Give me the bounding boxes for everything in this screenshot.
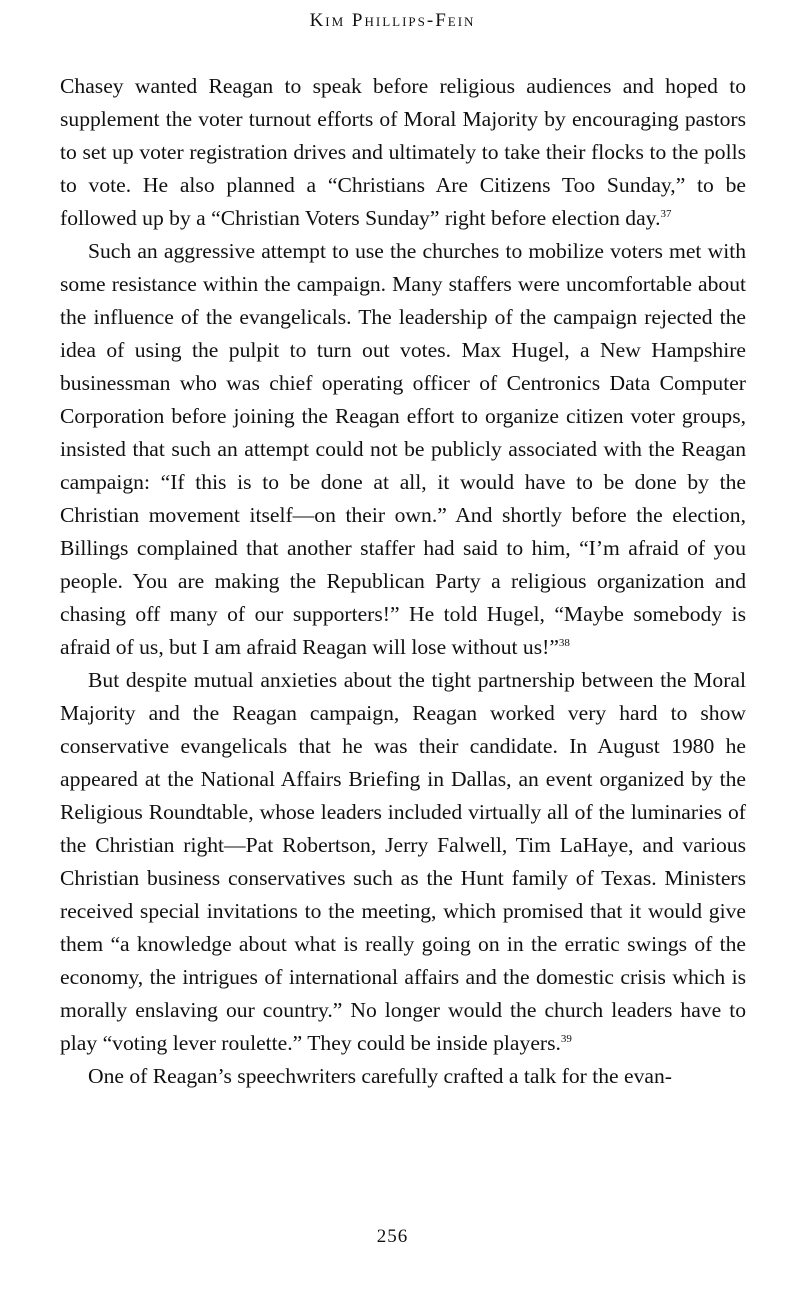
page-number: 256 xyxy=(376,1226,409,1247)
footnote-ref-38: 38 xyxy=(558,637,570,649)
paragraph-1 xyxy=(60,70,746,235)
paragraph-text: Such an aggressive attempt to use the churches to mobilize voters met with some resistance within the campaign. Many staffers were uncomfortable about the influence of the evangelicals. The leadership of the campaign rejected the idea of using the pulpit to turn out votes. Max Hugel, a New Hampshire businessman who was chief operating officer of Centronics Data Computer Corporation before joining the Reagan effort to organize citizen voter groups, insisted that such an attempt could not be publicly associated with the Reagan campaign: “If this is to be done at all, it would have to be done by the Christian movement itself—on their own.” And shortly before the election, Billings complained that another staffer had said to him, “I’m afraid of you people. You are making the Republican Party a religious organization and chasing off many of our supporters!” He told Hugel, “Maybe somebody is afraid of us, but I am afraid Reagan will lose without us!” xyxy=(60,239,746,659)
footnote-ref-39: 39 xyxy=(560,1033,572,1045)
footnote-ref-37: 37 xyxy=(660,208,672,220)
paragraph-text: One of Reagan’s speechwriters carefully crafted a talk for the evan- xyxy=(88,1064,672,1088)
paragraph-4 xyxy=(60,1060,746,1093)
body-text xyxy=(60,70,746,1093)
paragraph-text: Chasey wanted Reagan to speak before religious audiences and hoped to supplement the voter turnout efforts of Moral Majority by encouraging pastors to set up voter registration drives and ultimately to take their flocks to the polls to vote. He also planned a “Christians Are Citizens Too Sunday,” to be followed up by a “Christian Voters Sunday” right before election day. xyxy=(60,74,746,230)
running-head: Kim Phillips-Fein xyxy=(309,10,476,31)
paragraph-2 xyxy=(60,235,746,664)
paragraph-text: But despite mutual anxieties about the tight partnership between the Moral Majority and the Reagan campaign, Reagan worked very hard to show conservative evangelicals that he was their candidate. In August 1980 he appeared at the National Affairs Briefing in Dallas, an event organized by the Religious Roundtable, whose leaders included virtually all of the luminaries of the Christian right—Pat Robertson, Jerry Falwell, Tim LaHaye, and various Christian business conservatives such as the Hunt family of Texas. Ministers received special invitations to the meeting, which promised that it would give them “a knowledge about what is really going on in the erratic swings of the economy, the intrigues of international affairs and the domestic crisis which is morally enslaving our country.” No longer would the church leaders have to play “voting lever roulette.” They could be inside players. xyxy=(60,668,746,1055)
paragraph-3 xyxy=(60,664,746,1060)
